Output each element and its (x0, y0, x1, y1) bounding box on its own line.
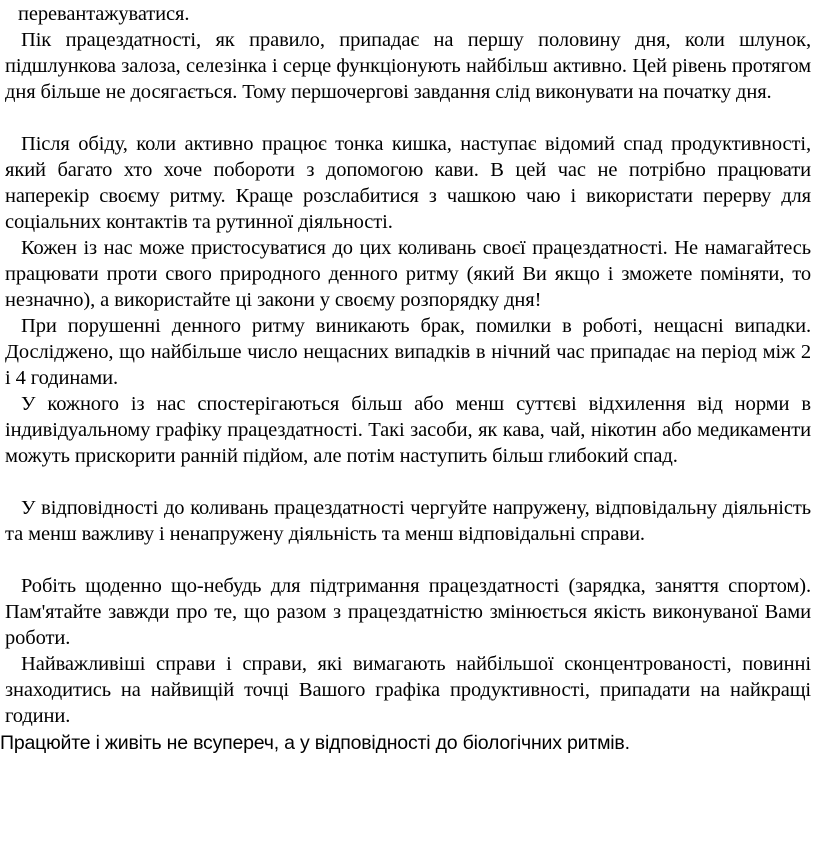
paragraph-alternate-work: У відповідності до коливань працездатності чергуйте напружену, відповідальну діяльність та менш важливу і ненапружену діяльність та менш відповідальні справи. (5, 497, 811, 545)
paragraph-daily-exercise: Робіть щоденно що-небудь для підтримання працездатності (зарядка, заняття спортом). Пам'ятайте завжди про те, що разом з працездатністю змінюється якість виконуваної Вами роботи. (5, 575, 811, 649)
paragraph-conclusion: Працюйте і живіть не всупереч, а у відповідності до біологічних ритмів. (0, 732, 630, 754)
paragraph-important-tasks: Найважливіші справи і справи, які вимагають найбільшої сконцентрованості, повинні знаходитись на найвищій точці Вашого графіка продуктивності, припадати на найкращі години. (5, 653, 811, 727)
paragraph-continuation: перевантажуватися. (18, 3, 190, 25)
paragraph-peak-performance: Пік працездатності, як правило, припадає на першу половину дня, коли шлунок, підшлункова залоза, селезінка і серце функціонують найбільш активно. Цей рівень протягом дня більше не досягається. Тому першочергові завдання слід виконувати на початку дня. (5, 29, 811, 103)
paragraph-after-lunch: Після обіду, коли активно працює тонка кишка, наступає відомий спад продуктивності, який багато хто хоче побороти з допомогою кави. В цей час не потрібно працювати наперекір своєму ритму. Краще розслабитися з чашкою чаю і використати перерву для соціальних контактів та рутинної діяльності. (5, 133, 811, 233)
paragraph-deviations: У кожного із нас спостерігаються більш або менш суттєві відхилення від норми в індивідуальному графіку працездатності. Такі засоби, як кава, чай, нікотин або медикаменти можуть прискорити ранній підйом, але потім наступить більш глибокий спад. (5, 393, 811, 467)
paragraph-rhythm-disruption: При порушенні денного ритму виникають брак, помилки в роботі, нещасні випадки. Досліджено, що найбільше число нещасних випадків в нічний час припадає на період між 2 і 4 годинами. (5, 315, 811, 389)
paragraph-adapt-rhythm: Кожен із нас може пристосуватися до цих коливань своєї працездатності. Не намагайтесь працювати проти свого природного денного ритму (який Ви якщо і зможете поміняти, то незначно), а використайте ці закони у своєму розпорядку дня! (5, 237, 811, 311)
